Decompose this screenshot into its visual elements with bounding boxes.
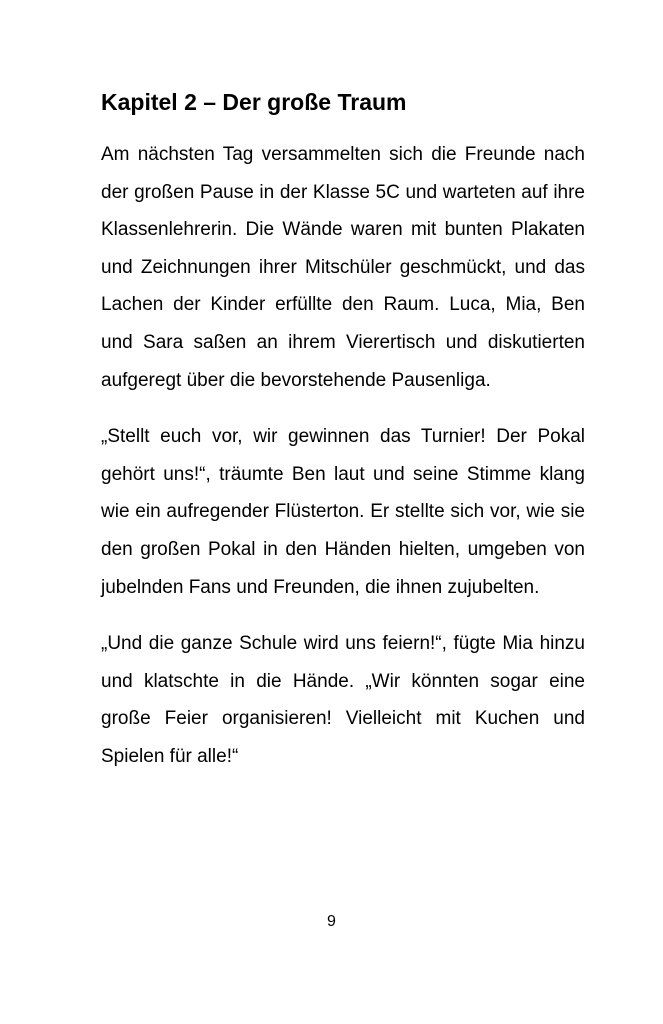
paragraph-3: „Und die ganze Schule wird uns feiern!“, fügte Mia hinzu und klatschte in die Hände. „Wir könnten sogar eine große Feier organisieren! Vielleicht mit Kuchen und Spielen für alle!“ (101, 633, 585, 767)
paragraph-1: Am nächsten Tag versammelten sich die Freunde nach der großen Pause in der Klasse 5C und warteten auf ihre Klassenlehrerin. Die Wände waren mit bunten Plakaten und Zeichnungen ihrer Mitschüler geschmückt, und das Lachen der Kinder erfüllte den Raum. Luca, Mia, Ben und Sara saßen an ihrem Vierertisch und diskutierten aufgeregt über die bevorstehende Pausenliga. (101, 144, 585, 391)
book-page (101, 82, 585, 795)
paragraph-2: „Stellt euch vor, wir gewinnen das Turnier! Der Pokal gehört uns!“, träumte Ben laut und seine Stimme klang wie ein aufregender Flüsterton. Er stellte sich vor, wie sie den großen Pokal in den Händen hielten, umgeben von jubelnden Fans und Freunden, die ihnen zujubelten. (101, 426, 585, 598)
page-number: 9 (327, 913, 336, 930)
chapter-title: Kapitel 2 – Der große Traum (101, 89, 407, 115)
